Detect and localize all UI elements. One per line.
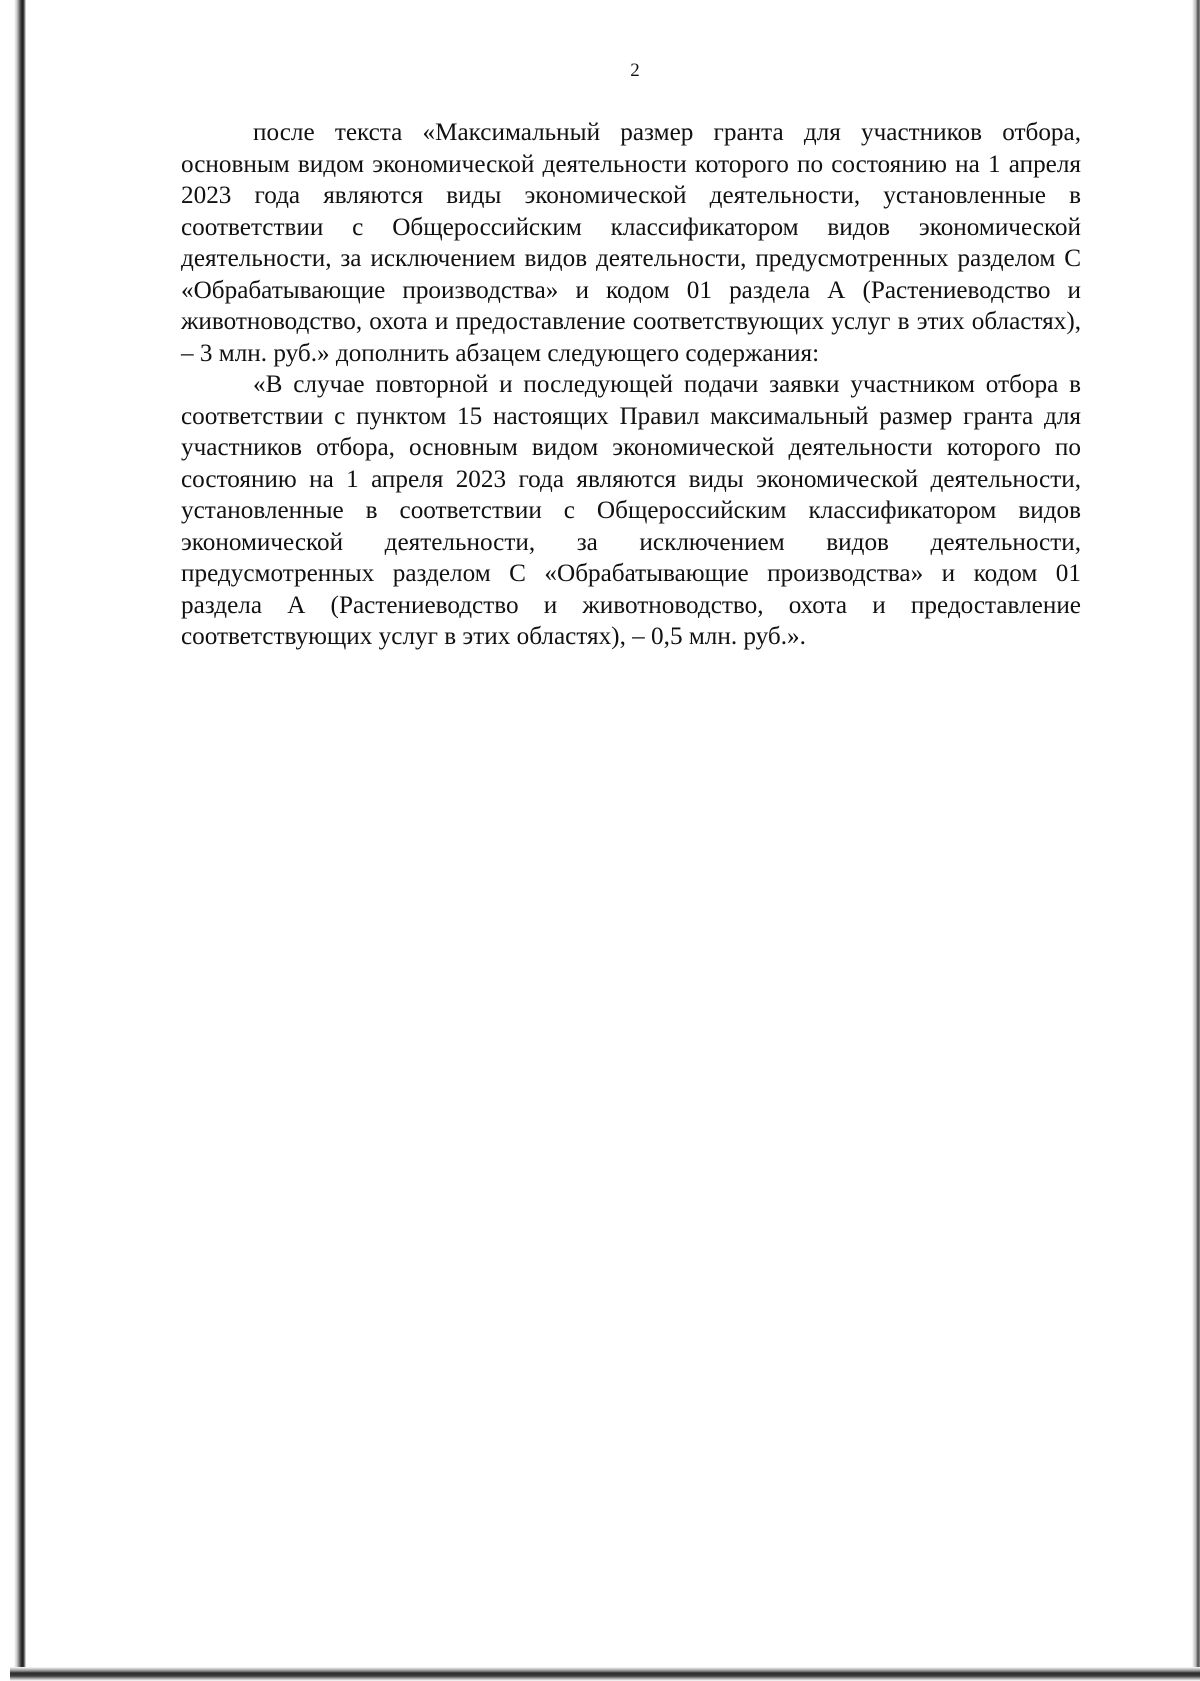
page-number: 2	[630, 60, 640, 81]
paragraph-amendment-text: «В случае повторной и последующей подачи заявки участником отбора в соответствии с пунктом 15 настоящих Правил максимальный размер гранта для участников отбора, основным видом экономической деятельности которого по состоянию на 1 апреля 2023 года являются виды экономической деятельности, установленные в соответствии с Общероссийским классификатором видов экономической деятельности, за исключением видов деятельности, предусмотренных разделом С «Обрабатывающие производства» и кодом 01 раздела А (Растениеводство и животноводство, охота и предоставление соответствующих услуг в этих областях), – 0,5 млн. руб.».	[181, 371, 1081, 650]
scan-edge-bottom	[10, 1667, 1200, 1681]
scan-edge-left	[0, 0, 26, 1681]
document-body	[181, 117, 1081, 653]
paragraph-amendment-intro: после текста «Максимальный размер гранта для участников отбора, основным видом экономической деятельности которого по состоянию на 1 апреля 2023 года являются виды экономической деятельности, установленные в соответствии с Общероссийским классификатором видов экономической деятельности, за исключением видов деятельности, предусмотренных разделом С «Обрабатывающие производства» и кодом 01 раздела А (Растениеводство и животноводство, охота и предоставление соответствующих услуг в этих областях), – 3 млн. руб.» дополнить абзацем следующего содержания:	[181, 119, 1081, 367]
scan-edge-right	[1192, 0, 1200, 1681]
